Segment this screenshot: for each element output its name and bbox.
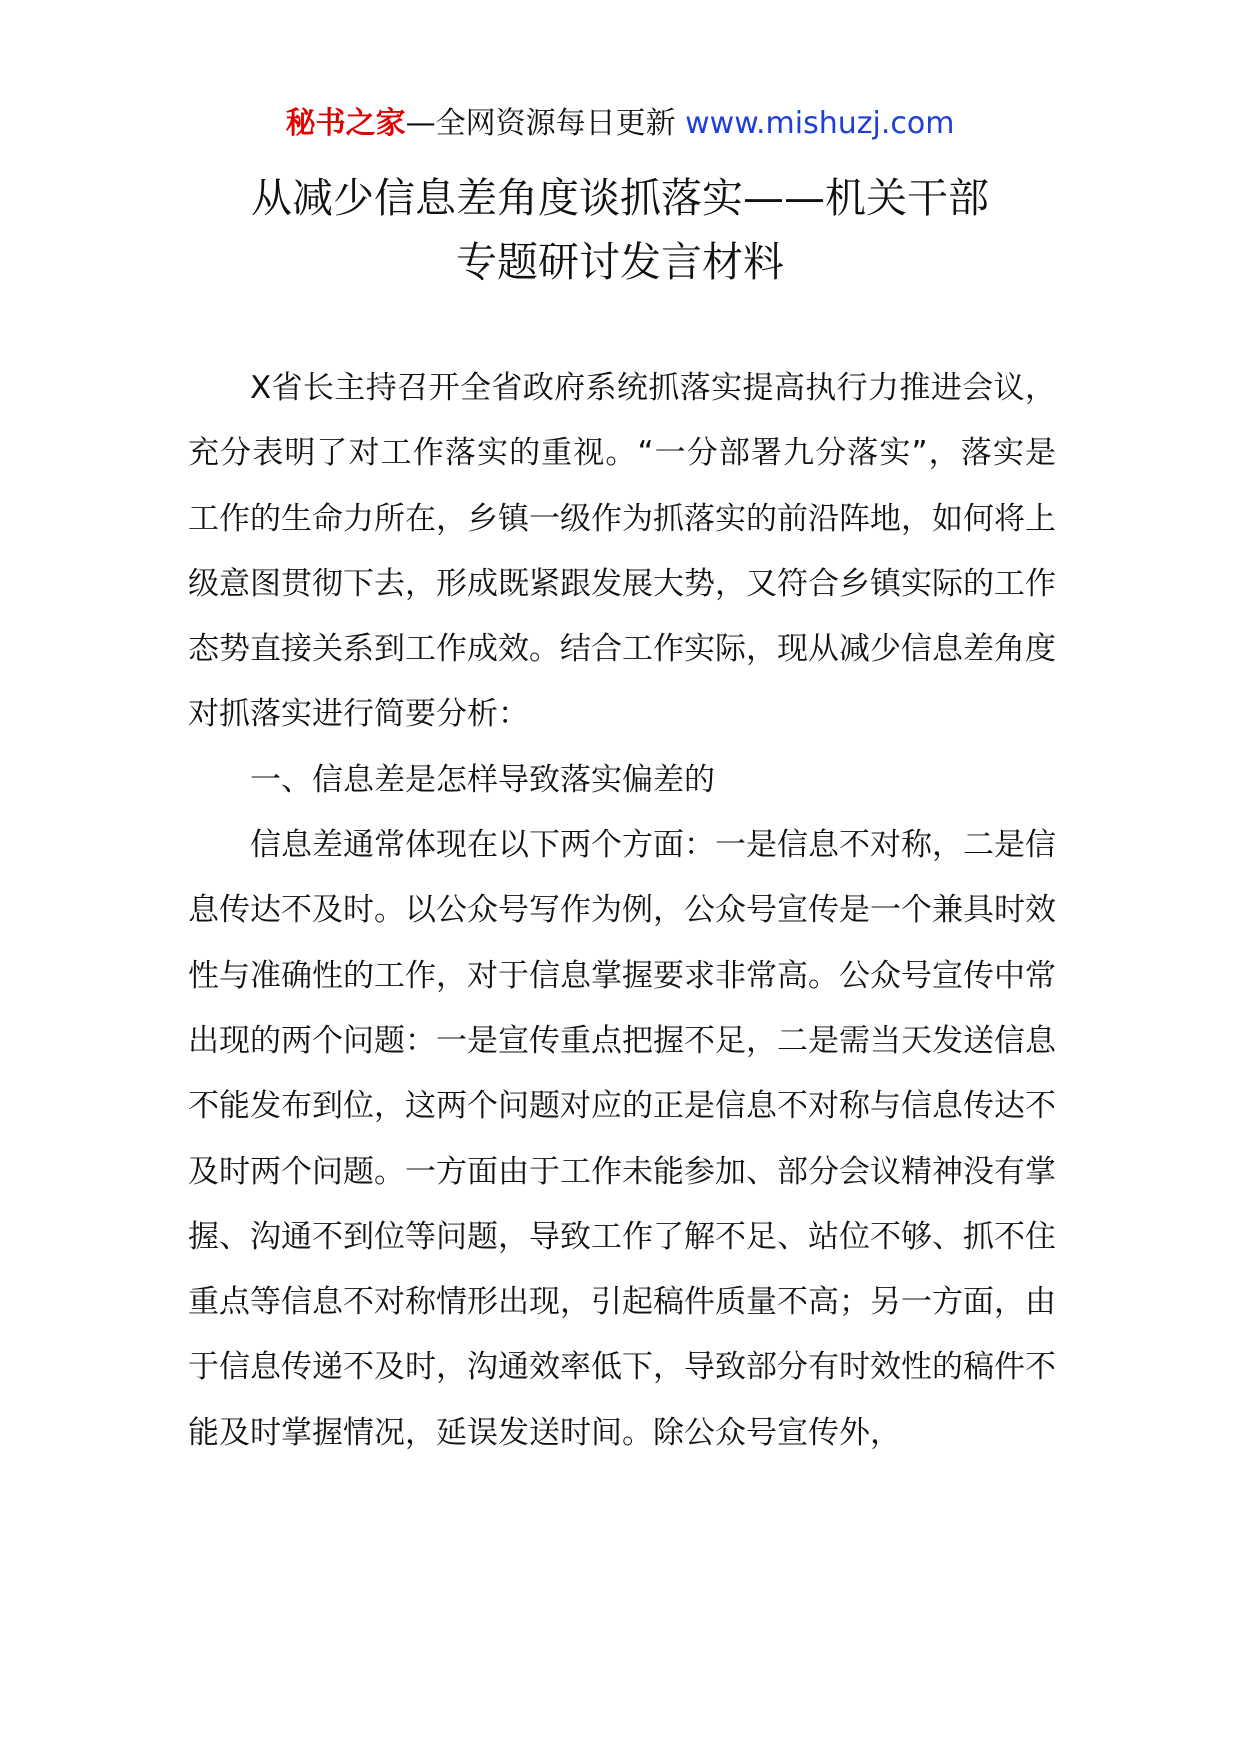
section-heading-1: 一、信息差是怎样导致落实偏差的 — [250, 761, 715, 798]
document-body — [188, 356, 1056, 1466]
section-1-paragraph: 信息差通常体现在以下两个方面：一是信息不对称，二是信息传达不及时。以公众号写作为例，公众号宣传是一个兼具时效性与准确性的工作，对于信息掌握要求非常高。公众号宣传中常出现的两个问题：一是宣传重点把握不足，二是需当天发送信息不能发布到位，这两个问题对应的正是信息不对称与信息传达不及时两个问题。一方面由于工作未能参加、部分会议精神没有掌握、沟通不到位等问题，导致工作了解不足、站位不够、抓不住重点等信息不对称情形出现，引起稿件质量不高；另一方面，由于信息传递不及时，沟通效率低下，导致部分有时效性的稿件不能及时掌握情况，延误发送时间。除公众号宣传外， — [188, 827, 1056, 1451]
header-tagline: —全网资源每日更新 — [405, 106, 686, 141]
title-line-2: 专题研讨发言材料 — [456, 238, 784, 286]
brand-name: 秘书之家 — [285, 106, 406, 141]
title-line-1: 从减少信息差角度谈抓落实——机关干部 — [251, 174, 989, 222]
header-banner — [0, 104, 1240, 144]
intro-paragraph: X省长主持召开全省政府系统抓落实提高执行力推进会议，充分表明了对工作落实的重视。“一分部署九分落实”，落实是工作的生命力所在，乡镇一级作为抓落实的前沿阵地，如何将上级意图贯彻下去，形成既紧跟发展大势，又符合乡镇实际的工作态势直接关系到工作成效。结合工作实际，现从减少信息差角度对抓落实进行简要分析： — [188, 370, 1056, 733]
document-title — [180, 166, 1060, 294]
site-link[interactable]: www.mishuzj.com — [685, 106, 955, 141]
